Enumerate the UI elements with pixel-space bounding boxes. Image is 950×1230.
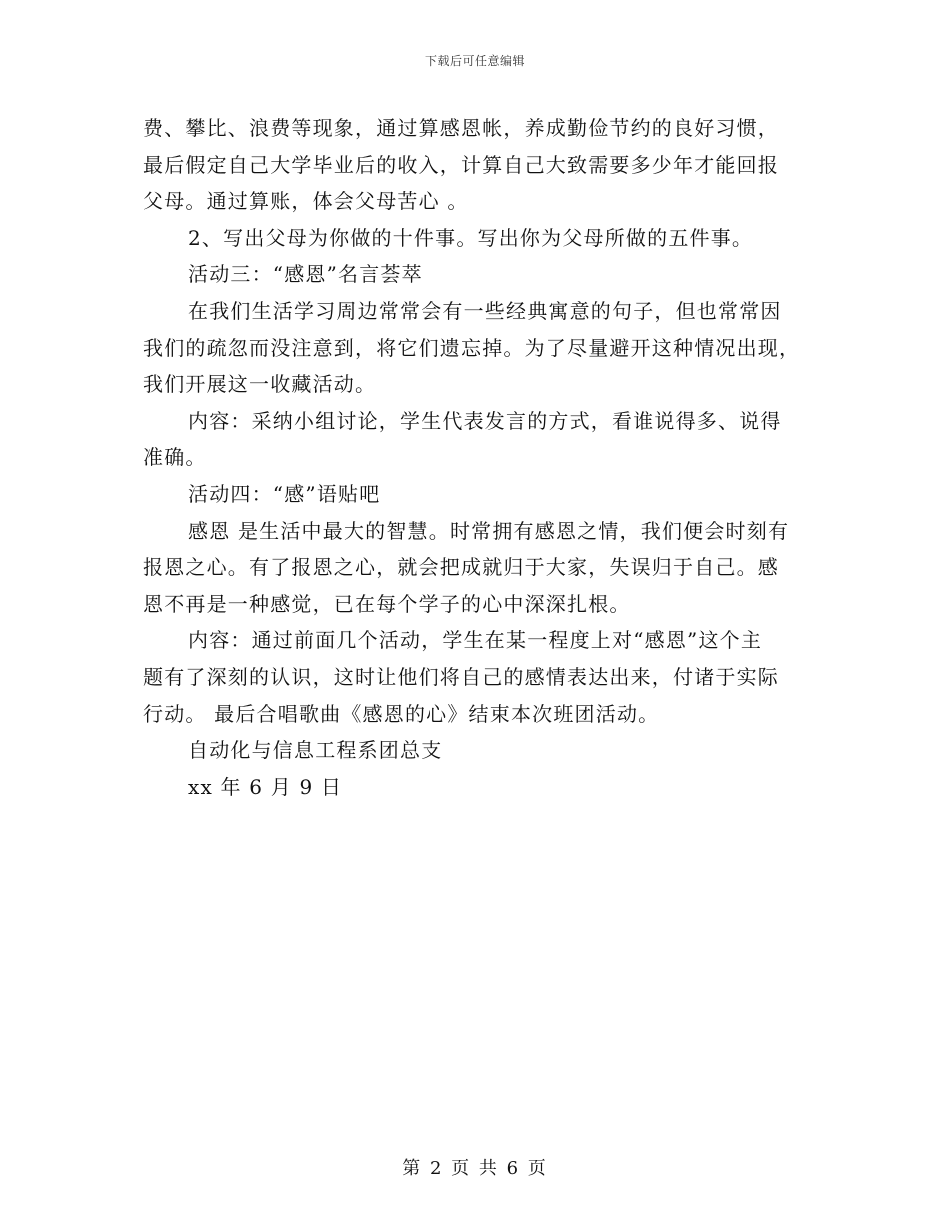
page-number: 第 2 页 共 6 页	[402, 1158, 548, 1179]
paragraph-line: 题有了深刻的认识，这时让他们将自己的感情表达出来，付诸于实际	[143, 664, 779, 689]
section-heading: 活动三：“感恩”名言荟萃	[188, 262, 423, 287]
signature-organization: 自动化与信息工程系团总支	[188, 738, 443, 763]
document-body	[143, 110, 813, 805]
paragraph-line: 父母。通过算账，体会父母苦心 。	[143, 189, 469, 214]
paragraph-line: 费、攀比、浪费等现象，通过算感恩帐，养成勤俭节约的良好习惯，	[143, 116, 779, 140]
paragraph-line: 内容：通过前面几个活动，学生在某一程度上对“感恩”这个主	[188, 628, 763, 653]
paragraph-line: 内容：采纳小组讨论，学生代表发言的方式，看谁说得多、说得	[188, 408, 782, 433]
signature-date: xx 年 6 月 9 日	[188, 774, 343, 799]
section-heading: 活动四：“感”语贴吧	[188, 481, 381, 506]
paragraph-line: 行动。 最后合唱歌曲《感恩的心》结束本次班团活动。	[143, 701, 660, 726]
paragraph-line: 最后假定自己大学毕业后的收入，计算自己大致需要多少年才能回报	[143, 152, 779, 177]
paragraph-line: 感恩 是生活中最大的智慧。时常拥有感恩之情，我们便会时刻有	[188, 518, 790, 543]
page-header: 下载后可任意编辑	[424, 54, 525, 68]
paragraph-line: 报恩之心。有了报恩之心，就会把成就归于大家，失误归于自己。感	[143, 555, 779, 580]
paragraph-line: 在我们生活学习周边常常会有一些经典寓意的句子，但也常常因	[188, 298, 782, 323]
paragraph-line: 我们的疏忽而没注意到，将它们遗忘掉。为了尽量避开这种情况出现，	[143, 335, 801, 360]
paragraph-line: 准确。	[143, 445, 207, 470]
paragraph-line: 我们开展这一收藏活动。	[143, 372, 377, 397]
paragraph-line: 2、写出父母为你做的十件事。写出你为父母所做的五件事。	[188, 225, 754, 250]
paragraph-line: 恩不再是一种感觉，已在每个学子的心中深深扎根。	[143, 591, 631, 616]
